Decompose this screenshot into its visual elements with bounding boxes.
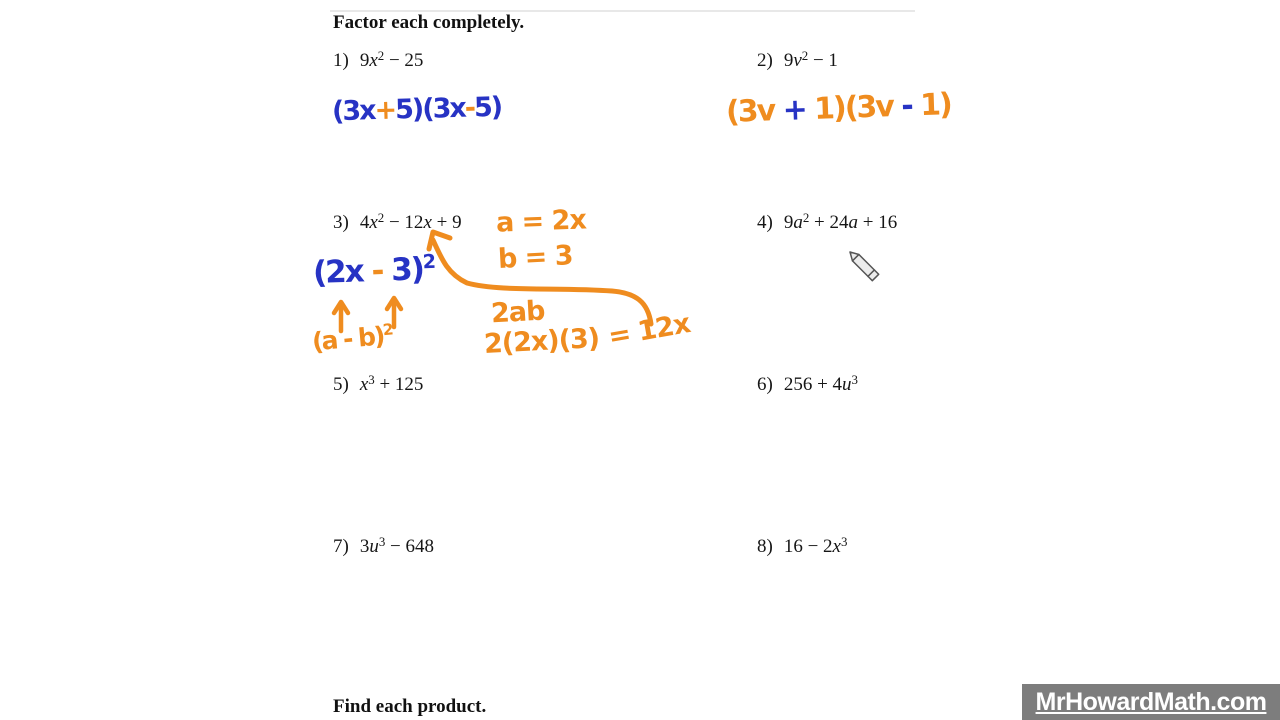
problem-5 (333, 374, 423, 396)
problem-1-expression: $9x^2 - 25$ (359, 48, 424, 71)
problem-7 (333, 536, 434, 558)
problem-1-number: 1) (333, 50, 349, 71)
problem-8-expression: $16 - 2x^3$ (783, 534, 848, 557)
problem-4-expression: $9a^2 + 24a + 16$ (783, 210, 898, 233)
handwritten-answer-problem-3: (2x - 3)$^2$ (312, 250, 435, 292)
handwritten-note-2ab: 2ab (490, 295, 546, 330)
problem-4 (757, 212, 897, 234)
section-header-product: Find each product. (333, 696, 487, 717)
problem-3-number: 3) (333, 212, 349, 233)
problem-1 (333, 50, 423, 72)
pen-stylus-icon (850, 252, 879, 281)
problem-7-expression: $3u^3 - 648$ (359, 534, 434, 557)
problem-2 (757, 50, 838, 72)
handwritten-note-b-equals-3: b = 3 (497, 240, 574, 275)
problem-3 (333, 212, 462, 234)
handwritten-note-a-minus-b-squared: (a - b)$^2$ (310, 321, 393, 357)
watermark-badge (1022, 684, 1280, 720)
problem-6-expression: $256 + 4u^3$ (783, 372, 858, 395)
problem-2-expression: $9v^2 - 1$ (783, 48, 838, 71)
problem-3-expression: $4x^2 - 12x + 9$ (359, 210, 462, 233)
problem-5-expression: $x^3 + 125$ (359, 372, 424, 395)
problem-5-number: 5) (333, 374, 349, 395)
handwritten-answer-problem-1: (3x+5)(3x-5) (331, 91, 502, 128)
handwritten-answer-problem-2: (3v + 1)(3v - 1) (725, 87, 952, 130)
watermark-text: MrHowardMath.com (1035, 687, 1267, 716)
problem-6-number: 6) (757, 374, 773, 395)
handwritten-note-expansion: 2(2x)(3) (483, 323, 600, 360)
problem-6 (757, 374, 858, 396)
handwritten-note-equals-12x: = 12x (605, 308, 693, 353)
handwritten-note-a-equals-2x: a = 2x (495, 204, 587, 239)
problem-2-number: 2) (757, 50, 773, 71)
problem-7-number: 7) (333, 536, 349, 557)
section-header-factor: Factor each completely. (333, 12, 525, 33)
problem-8-number: 8) (757, 536, 773, 557)
problem-8 (757, 536, 847, 558)
problem-4-number: 4) (757, 212, 773, 233)
